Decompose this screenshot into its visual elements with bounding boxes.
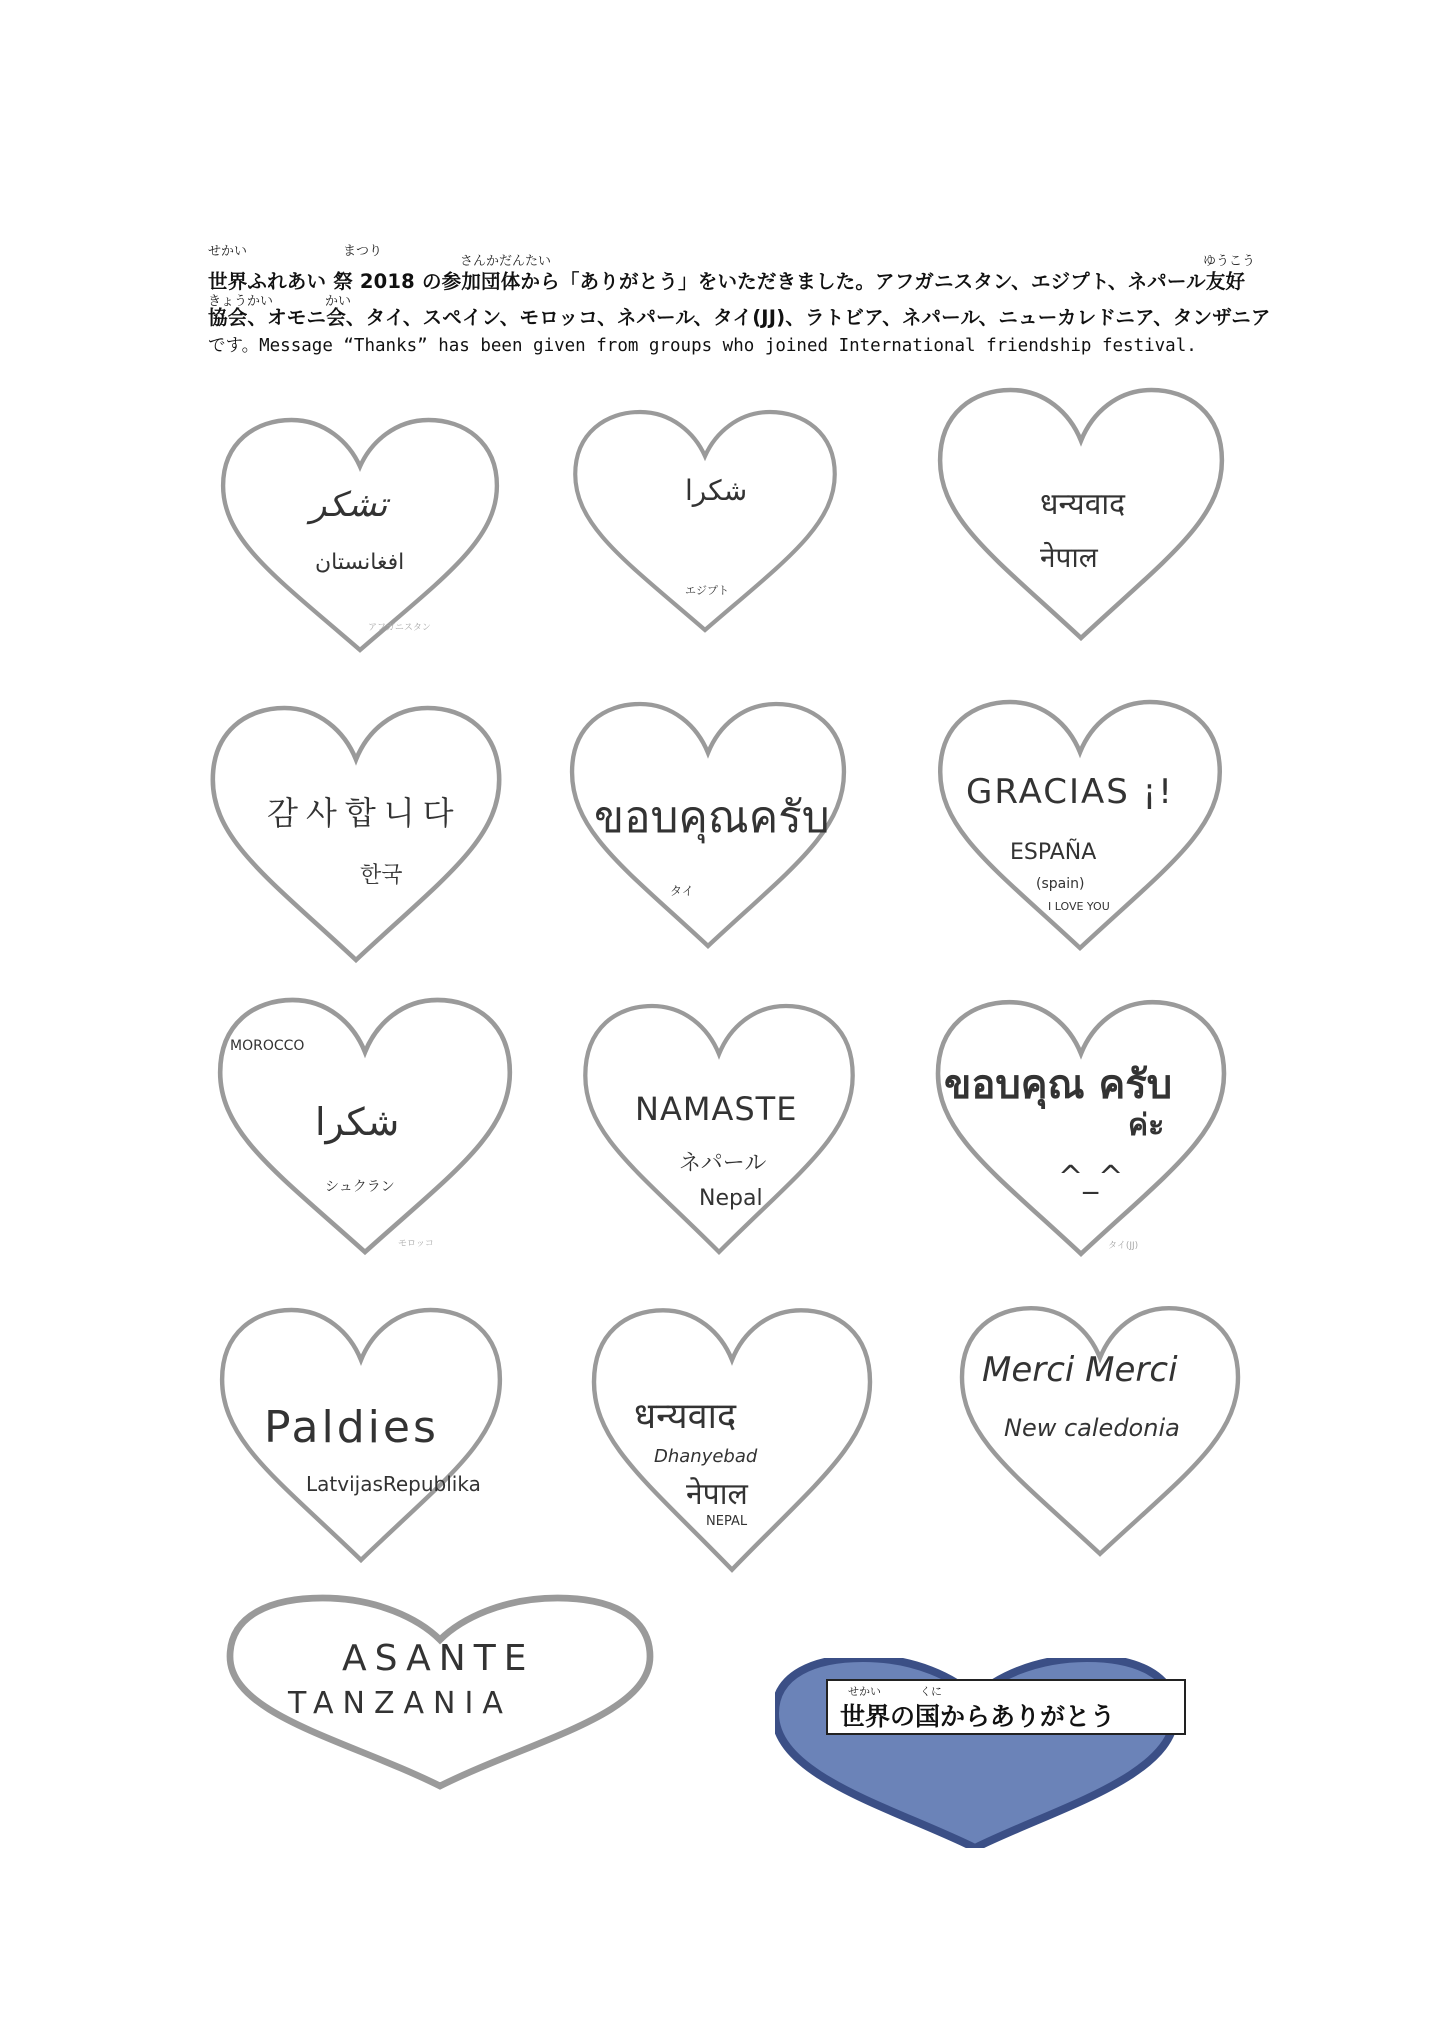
heart-text-2: ค่ะ: [1128, 1108, 1165, 1143]
ruby-sankadantai: さんかだんたい: [460, 254, 552, 269]
heart-text-2: New caledonia: [1004, 1414, 1180, 1442]
heart-text-2: 한국: [360, 863, 403, 888]
heart-afghanistan: [220, 420, 500, 650]
intro-line-2: 協会、オモニ会、タイ、スペイン、モロッコ、ネパール、タイ(JJ)、ラトビア、ネパール、ニューカレドニア、タンザニア: [208, 306, 1271, 329]
heart-text-2: タイ: [670, 884, 694, 898]
heart-text-2: شكرا: [315, 1100, 400, 1144]
heart-outline-icon: [585, 1006, 853, 1252]
heart-text-1: ASANTE: [342, 1638, 535, 1679]
heart-text-2: ESPAÑA: [1010, 840, 1097, 865]
heart-latvia: [222, 1310, 500, 1560]
heart-nepal-2: [585, 1006, 853, 1252]
heart-outline-icon: [220, 420, 500, 650]
heart-text-4: NEPAL: [706, 1514, 748, 1529]
heart-spain: [940, 702, 1220, 948]
ruby-kyoukai: きょうかい: [208, 294, 274, 309]
ruby-matsuri: まつり: [343, 244, 383, 259]
heart-text-2: LatvijasRepublika: [306, 1472, 481, 1496]
heart-text-1: ขอบคุณ ครับ: [944, 1062, 1173, 1108]
heart-korea: [212, 708, 500, 960]
heart-text-2: افغانستان: [315, 550, 405, 575]
heart-text-1: MOROCCO: [230, 1038, 305, 1054]
heart-text-1: धन्यवाद: [634, 1396, 737, 1437]
heart-text-1: Paldies: [264, 1402, 439, 1453]
heart-thai-1: [572, 704, 844, 946]
heart-text-1: धन्यवाद: [1040, 487, 1126, 522]
badge-ruby-sekai: せかい: [848, 1685, 881, 1698]
heart-text-1: 감사합니다: [267, 794, 462, 832]
heart-text-2: ネパール: [679, 1151, 767, 1176]
intro-line-3: です。Message “Thanks” has been given from groups who joined International friendship festival.: [208, 336, 1197, 356]
heart-text-2: TANZANIA: [288, 1686, 512, 1721]
ruby-kai: かい: [325, 294, 352, 309]
heart-text-1: Merci Merci: [982, 1350, 1178, 1390]
heart-text-1: GRACIAS ¡!: [966, 772, 1174, 812]
heart-outline-icon: [212, 708, 500, 960]
badge-text: 世界の国からありがとう: [840, 1702, 1116, 1731]
heart-small-label: タイ(JJ): [1108, 1241, 1139, 1251]
heart-text-2: नेपाल: [1040, 541, 1098, 574]
heart-text-3: (spain): [1036, 876, 1085, 892]
heart-small-label: エジプト: [685, 584, 729, 597]
heart-small-label: アフガニスタン: [368, 623, 431, 633]
heart-text-3: ^_^: [1058, 1160, 1124, 1195]
heart-text-2: Dhanyebad: [654, 1446, 758, 1467]
heart-nepal-3: [594, 1310, 870, 1570]
ruby-yuukou: ゆうこう: [1203, 254, 1256, 269]
heart-outline-icon: [594, 1310, 870, 1570]
heart-outline-icon: [938, 1002, 1224, 1254]
heart-tanzania: [230, 1598, 650, 1786]
heart-text-3: Nepal: [699, 1186, 763, 1211]
heart-text-3: नेपाल: [686, 1477, 748, 1512]
heart-text-3: シュクラン: [325, 1179, 395, 1195]
heart-thai-jj: [938, 1002, 1224, 1254]
heart-text-4: I LOVE YOU: [1048, 900, 1110, 913]
badge-label: [826, 1679, 1186, 1735]
ruby-sekai: せかい: [208, 244, 248, 259]
heart-text-1: تشکر: [310, 485, 388, 525]
heart-text-1: NAMASTE: [635, 1090, 798, 1128]
heart-new-caledonia: [962, 1308, 1238, 1554]
heart-text-1: ขอบคุณครับ: [594, 792, 830, 843]
heart-morocco: [220, 1000, 510, 1252]
badge-ruby-kuni: くに: [920, 1685, 942, 1698]
intro-line-1: 世界ふれあい 祭 2018 の参加団体から「ありがとう」をいただきました。アフガニスタン、エジプト、ネパール友好: [208, 270, 1246, 293]
heart-nepal-1: [940, 390, 1222, 638]
heart-small-label: モロッコ: [398, 1239, 434, 1249]
heart-text-1: شكرا: [685, 474, 748, 507]
heart-egypt: [575, 412, 835, 630]
